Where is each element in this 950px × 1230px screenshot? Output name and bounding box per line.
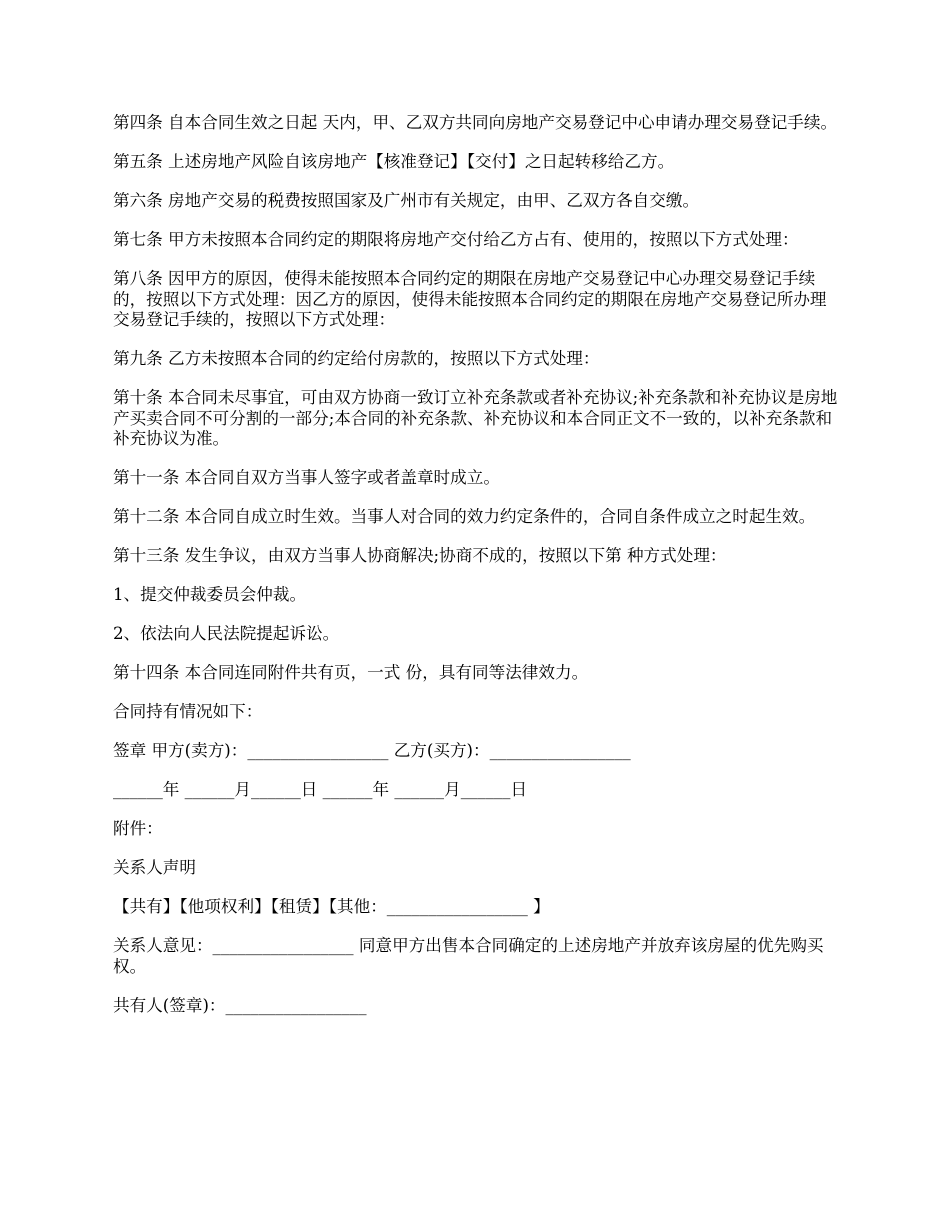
date-line: ______年 ______月______日 ______年 ______月______日 (113, 780, 528, 799)
dispute-option-2: 2、依法向人民法院提起诉讼。 (113, 624, 340, 643)
dispute-option-1: 1、提交仲裁委员会仲裁。 (113, 585, 307, 604)
clause-12: 第十二条 本合同自成立时生效。当事人对合同的效力约定条件的，合同自条件成立之时起生效。 (113, 507, 816, 526)
attachment-heading: 附件： (113, 819, 163, 838)
clause-14: 第十四条 本合同连同附件共有页，一式 份，具有同等法律效力。 (113, 663, 589, 682)
clause-13: 第十三条 发生争议，由双方当事人协商解决;协商不成的，按照以下第 种方式处理： (113, 546, 727, 565)
rights-type-line: 【共有】【他项权利】【租赁】【其他：_________________ 】 (113, 897, 550, 916)
clause-5: 第五条 上述房地产风险自该房地产【核准登记】【交付】之日起转移给乙方。 (113, 152, 675, 171)
clause-7: 第七条 甲方未按照本合同约定的期限将房地产交付给乙方占有、使用的，按照以下方式处理： (113, 230, 799, 249)
clause-10: 第十条 本合同未尽事宜，可由双方协商一致订立补充条款或者补充协议;补充条款和补充协议是房地产买卖合同不可分割的一部分;本合同的补充条款、补充协议和本合同正文不一致的，以补充条款和补充协议为准。 (113, 388, 838, 448)
signature-line: 签章 甲方(卖方)：_________________ 乙方(买方)：_________________ (113, 741, 631, 760)
co-owner-signature: 共有人(签章)：_________________ (113, 995, 367, 1015)
related-party-statement-heading: 关系人声明 (113, 858, 196, 877)
clause-4: 第四条 自本合同生效之日起 天内，甲、乙双方共同向房地产交易登记中心申请办理交易登记手续。 (113, 113, 838, 132)
clause-8: 第八条 因甲方的原因，使得未能按照本合同约定的期限在房地产交易登记中心办理交易登记手续的，按照以下方式处理：因乙方的原因，使得未能按照本合同约定的期限在房地产交易登记所办理交易登记手续的，按照以下方式处理： (113, 269, 827, 329)
document-body (113, 113, 840, 1035)
related-party-opinion: 关系人意见：_________________ 同意甲方出售本合同确定的上述房地产并放弃该房屋的优先购买权。 (113, 936, 824, 976)
clause-11: 第十一条 本合同自双方当事人签字或者盖章时成立。 (113, 468, 500, 487)
clause-6: 第六条 房地产交易的税费按照国家及广州市有关规定，由甲、乙双方各自交缴。 (113, 191, 700, 210)
holding-status: 合同持有情况如下： (113, 702, 263, 721)
clause-9: 第九条 乙方未按照本合同的约定给付房款的，按照以下方式处理： (113, 349, 600, 368)
